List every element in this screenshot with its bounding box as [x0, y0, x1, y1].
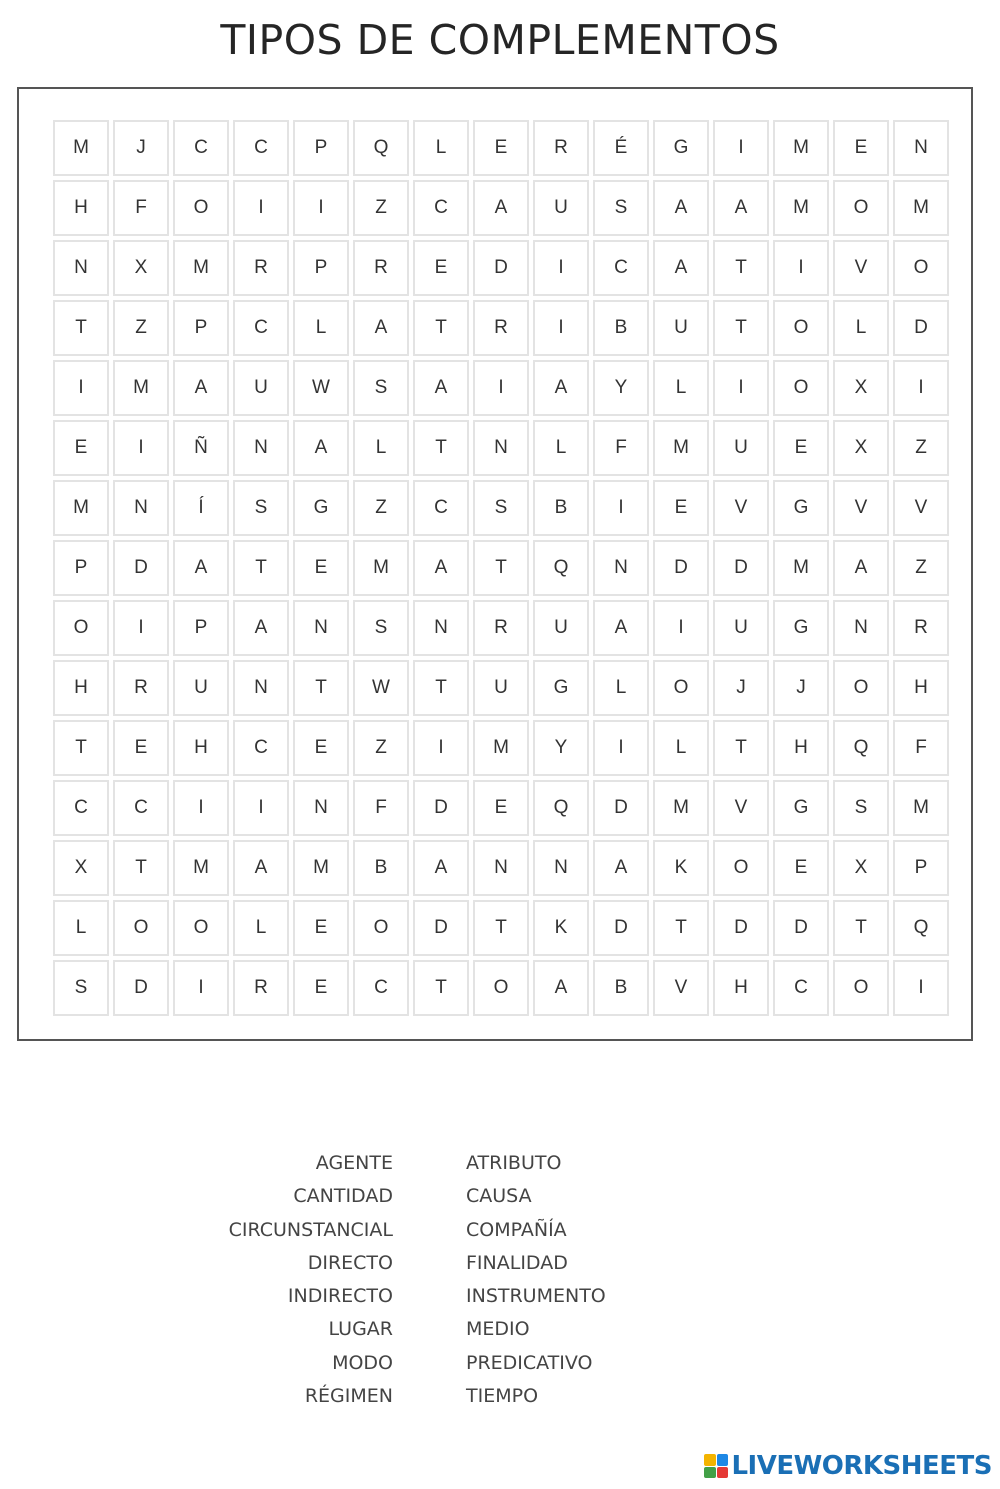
- logo-squares-icon: [704, 1454, 728, 1478]
- grid-cell[interactable]: A: [173, 360, 229, 416]
- grid-cell[interactable]: T: [53, 720, 109, 776]
- logo-text: LIVEWORKSHEETS: [731, 1451, 992, 1481]
- grid-cell[interactable]: O: [353, 900, 409, 956]
- grid-cell[interactable]: L: [833, 300, 889, 356]
- grid-cell[interactable]: D: [113, 960, 169, 1016]
- grid-cell[interactable]: D: [593, 780, 649, 836]
- grid-cell[interactable]: A: [653, 180, 709, 236]
- grid-cell[interactable]: M: [773, 180, 829, 236]
- grid-cell[interactable]: T: [473, 900, 529, 956]
- grid-cell[interactable]: E: [113, 720, 169, 776]
- grid-cell[interactable]: L: [293, 300, 349, 356]
- grid-cell[interactable]: M: [773, 120, 829, 176]
- grid-cell[interactable]: H: [53, 180, 109, 236]
- grid-cell[interactable]: M: [173, 840, 229, 896]
- grid-cell[interactable]: I: [533, 240, 589, 296]
- grid-cell[interactable]: T: [473, 540, 529, 596]
- grid-cell[interactable]: N: [113, 480, 169, 536]
- grid-cell[interactable]: D: [413, 900, 469, 956]
- grid-cell[interactable]: A: [713, 180, 769, 236]
- grid-cell[interactable]: A: [593, 600, 649, 656]
- grid-cell[interactable]: G: [653, 120, 709, 176]
- word-item: ATRIBUTO: [466, 1152, 562, 1174]
- grid-cell[interactable]: H: [53, 660, 109, 716]
- grid-cell[interactable]: O: [773, 360, 829, 416]
- grid-cell[interactable]: G: [533, 660, 589, 716]
- word-item: INSTRUMENTO: [466, 1285, 606, 1308]
- grid-cell[interactable]: E: [773, 420, 829, 476]
- grid-cell[interactable]: C: [233, 720, 289, 776]
- grid-cell[interactable]: O: [893, 240, 949, 296]
- logo-square: [704, 1467, 716, 1479]
- grid-cell[interactable]: P: [173, 600, 229, 656]
- grid-cell[interactable]: C: [233, 120, 289, 176]
- grid-cell[interactable]: N: [533, 840, 589, 896]
- grid-cell[interactable]: P: [893, 840, 949, 896]
- grid-cell[interactable]: N: [593, 540, 649, 596]
- word-item: INDIRECTO: [287, 1285, 393, 1308]
- grid-cell[interactable]: T: [113, 840, 169, 896]
- grid-cell[interactable]: O: [653, 660, 709, 716]
- grid-cell[interactable]: C: [593, 240, 649, 296]
- grid-cell[interactable]: R: [233, 960, 289, 1016]
- grid-cell[interactable]: I: [173, 780, 229, 836]
- grid-cell[interactable]: A: [413, 540, 469, 596]
- grid-cell[interactable]: I: [773, 240, 829, 296]
- grid-cell[interactable]: J: [113, 120, 169, 176]
- liveworksheets-logo: [704, 1451, 992, 1481]
- grid-cell[interactable]: M: [53, 120, 109, 176]
- grid-cell[interactable]: E: [293, 960, 349, 1016]
- grid-cell[interactable]: Z: [113, 300, 169, 356]
- word-search-board: [17, 87, 973, 1041]
- grid-cell[interactable]: A: [533, 960, 589, 1016]
- grid-cell[interactable]: I: [593, 480, 649, 536]
- grid-cell[interactable]: T: [413, 960, 469, 1016]
- logo-square: [717, 1454, 729, 1466]
- grid-cell[interactable]: O: [113, 900, 169, 956]
- grid-cell[interactable]: E: [473, 780, 529, 836]
- grid-cell[interactable]: N: [233, 660, 289, 716]
- grid-cell[interactable]: T: [713, 300, 769, 356]
- grid-cell[interactable]: Y: [533, 720, 589, 776]
- grid-cell[interactable]: G: [773, 480, 829, 536]
- word-item: TIEMPO: [466, 1385, 539, 1408]
- word-item: MEDIO: [466, 1318, 530, 1341]
- logo-square: [704, 1454, 716, 1466]
- grid-cell[interactable]: V: [713, 480, 769, 536]
- word-item: DIRECTO: [307, 1251, 393, 1274]
- grid-cell[interactable]: K: [653, 840, 709, 896]
- grid-cell[interactable]: R: [893, 600, 949, 656]
- grid-cell[interactable]: Q: [893, 900, 949, 956]
- word-item: RÉGIMEN: [304, 1385, 393, 1408]
- grid-cell[interactable]: M: [53, 480, 109, 536]
- word-list-left-column: [229, 1150, 393, 1416]
- grid-cell[interactable]: U: [473, 660, 529, 716]
- grid-cell[interactable]: N: [473, 840, 529, 896]
- grid-cell[interactable]: I: [473, 360, 529, 416]
- grid-cell[interactable]: P: [53, 540, 109, 596]
- grid-cell[interactable]: E: [293, 540, 349, 596]
- word-item: COMPAÑÍA: [466, 1218, 567, 1241]
- grid-cell[interactable]: G: [293, 480, 349, 536]
- grid-cell[interactable]: D: [413, 780, 469, 836]
- grid-cell[interactable]: N: [53, 240, 109, 296]
- grid-cell[interactable]: L: [593, 660, 649, 716]
- grid-cell[interactable]: O: [173, 180, 229, 236]
- grid-cell[interactable]: C: [53, 780, 109, 836]
- grid-cell[interactable]: U: [533, 600, 589, 656]
- grid-cell[interactable]: N: [293, 780, 349, 836]
- grid-cell[interactable]: O: [833, 960, 889, 1016]
- grid-cell[interactable]: T: [713, 720, 769, 776]
- grid-cell[interactable]: B: [593, 300, 649, 356]
- grid-cell[interactable]: L: [653, 360, 709, 416]
- grid-cell[interactable]: M: [473, 720, 529, 776]
- grid-cell[interactable]: Q: [533, 540, 589, 596]
- grid-cell[interactable]: R: [353, 240, 409, 296]
- grid-cell[interactable]: M: [773, 540, 829, 596]
- grid-cell[interactable]: F: [893, 720, 949, 776]
- grid-cell[interactable]: I: [53, 360, 109, 416]
- word-item: CAUSA: [466, 1185, 532, 1208]
- word-item: AGENTE: [315, 1152, 393, 1174]
- grid-cell[interactable]: E: [833, 120, 889, 176]
- grid-cell[interactable]: R: [533, 120, 589, 176]
- grid-cell[interactable]: U: [713, 600, 769, 656]
- word-item: PREDICATIVO: [466, 1351, 593, 1374]
- grid-cell[interactable]: H: [773, 720, 829, 776]
- grid-cell[interactable]: C: [413, 180, 469, 236]
- grid-cell[interactable]: A: [413, 360, 469, 416]
- grid-cell[interactable]: S: [353, 600, 409, 656]
- grid-cell[interactable]: F: [593, 420, 649, 476]
- grid-cell[interactable]: J: [773, 660, 829, 716]
- grid-cell[interactable]: T: [713, 240, 769, 296]
- grid-cell[interactable]: I: [173, 960, 229, 1016]
- grid-cell[interactable]: V: [653, 960, 709, 1016]
- grid-cell[interactable]: U: [233, 360, 289, 416]
- grid-cell[interactable]: T: [413, 300, 469, 356]
- grid-cell[interactable]: X: [833, 840, 889, 896]
- grid-cell[interactable]: I: [893, 960, 949, 1016]
- grid-cell[interactable]: T: [413, 660, 469, 716]
- grid-cell[interactable]: L: [53, 900, 109, 956]
- word-item: FINALIDAD: [466, 1251, 568, 1274]
- grid-cell[interactable]: A: [593, 840, 649, 896]
- grid-cell[interactable]: I: [593, 720, 649, 776]
- grid-cell[interactable]: Z: [353, 180, 409, 236]
- grid-cell[interactable]: W: [293, 360, 349, 416]
- grid-cell[interactable]: P: [293, 240, 349, 296]
- grid-cell[interactable]: T: [293, 660, 349, 716]
- grid-cell[interactable]: O: [53, 600, 109, 656]
- grid-cell[interactable]: O: [173, 900, 229, 956]
- grid-cell[interactable]: E: [653, 480, 709, 536]
- grid-cell[interactable]: Q: [833, 720, 889, 776]
- grid-cell[interactable]: F: [113, 180, 169, 236]
- grid-cell[interactable]: B: [593, 960, 649, 1016]
- grid-cell[interactable]: A: [233, 840, 289, 896]
- grid-cell[interactable]: R: [473, 600, 529, 656]
- grid-cell[interactable]: T: [413, 420, 469, 476]
- grid-cell[interactable]: I: [533, 300, 589, 356]
- grid-cell[interactable]: D: [473, 240, 529, 296]
- grid-cell[interactable]: D: [773, 900, 829, 956]
- grid-cell[interactable]: Ñ: [173, 420, 229, 476]
- grid-cell[interactable]: L: [653, 720, 709, 776]
- grid-cell[interactable]: U: [653, 300, 709, 356]
- grid-cell[interactable]: C: [113, 780, 169, 836]
- grid-cell[interactable]: U: [173, 660, 229, 716]
- grid-cell[interactable]: V: [833, 240, 889, 296]
- grid-cell[interactable]: N: [473, 420, 529, 476]
- grid-cell[interactable]: O: [833, 180, 889, 236]
- grid-cell[interactable]: I: [713, 120, 769, 176]
- grid-cell[interactable]: M: [293, 840, 349, 896]
- grid-cell[interactable]: C: [773, 960, 829, 1016]
- grid-cell[interactable]: G: [773, 780, 829, 836]
- grid-cell[interactable]: N: [293, 600, 349, 656]
- grid-cell[interactable]: G: [773, 600, 829, 656]
- grid-cell[interactable]: H: [173, 720, 229, 776]
- grid-cell[interactable]: E: [53, 420, 109, 476]
- grid-cell[interactable]: I: [893, 360, 949, 416]
- grid-cell[interactable]: O: [773, 300, 829, 356]
- grid-cell[interactable]: I: [113, 600, 169, 656]
- grid-cell[interactable]: A: [173, 540, 229, 596]
- grid-cell[interactable]: R: [233, 240, 289, 296]
- grid-cell[interactable]: N: [833, 600, 889, 656]
- grid-cell[interactable]: I: [653, 600, 709, 656]
- grid-cell[interactable]: V: [833, 480, 889, 536]
- grid-cell[interactable]: Y: [593, 360, 649, 416]
- grid-cell[interactable]: B: [353, 840, 409, 896]
- grid-cell[interactable]: I: [713, 360, 769, 416]
- word-list-right-column: [466, 1150, 606, 1416]
- grid-cell[interactable]: D: [713, 540, 769, 596]
- grid-cell[interactable]: A: [473, 180, 529, 236]
- grid-cell[interactable]: O: [833, 660, 889, 716]
- grid-cell[interactable]: N: [413, 600, 469, 656]
- grid-cell[interactable]: Z: [353, 480, 409, 536]
- grid-cell[interactable]: E: [773, 840, 829, 896]
- grid-cell[interactable]: J: [713, 660, 769, 716]
- grid-cell[interactable]: X: [833, 360, 889, 416]
- grid-cell[interactable]: M: [893, 780, 949, 836]
- grid-cell[interactable]: M: [353, 540, 409, 596]
- grid-cell[interactable]: H: [893, 660, 949, 716]
- word-item: MODO: [332, 1351, 393, 1374]
- grid-cell[interactable]: A: [533, 360, 589, 416]
- grid-cell[interactable]: M: [653, 780, 709, 836]
- grid-cell[interactable]: X: [53, 840, 109, 896]
- grid-cell[interactable]: D: [713, 900, 769, 956]
- grid-cell[interactable]: T: [653, 900, 709, 956]
- grid-cell[interactable]: A: [653, 240, 709, 296]
- grid-cell[interactable]: Z: [893, 420, 949, 476]
- grid-cell[interactable]: I: [233, 180, 289, 236]
- grid-cell[interactable]: S: [53, 960, 109, 1016]
- grid-cell[interactable]: U: [713, 420, 769, 476]
- word-item: LUGAR: [328, 1318, 393, 1341]
- grid-cell[interactable]: N: [893, 120, 949, 176]
- grid-cell[interactable]: A: [413, 840, 469, 896]
- grid-cell[interactable]: D: [653, 540, 709, 596]
- grid-cell[interactable]: E: [293, 900, 349, 956]
- grid-cell[interactable]: A: [293, 420, 349, 476]
- grid-cell[interactable]: R: [473, 300, 529, 356]
- grid-cell[interactable]: C: [233, 300, 289, 356]
- grid-cell[interactable]: S: [353, 360, 409, 416]
- grid-cell[interactable]: V: [893, 480, 949, 536]
- grid-cell[interactable]: I: [413, 720, 469, 776]
- grid-cell[interactable]: L: [353, 420, 409, 476]
- grid-cell[interactable]: B: [533, 480, 589, 536]
- grid-cell[interactable]: Q: [353, 120, 409, 176]
- grid-cell[interactable]: Z: [893, 540, 949, 596]
- grid-cell[interactable]: K: [533, 900, 589, 956]
- grid-cell[interactable]: Í: [173, 480, 229, 536]
- grid-cell[interactable]: X: [113, 240, 169, 296]
- word-item: CIRCUNSTANCIAL: [228, 1218, 393, 1241]
- letter-grid: [53, 120, 949, 1016]
- grid-cell[interactable]: Z: [353, 720, 409, 776]
- grid-cell[interactable]: N: [233, 420, 289, 476]
- grid-cell[interactable]: I: [113, 420, 169, 476]
- grid-cell[interactable]: E: [293, 720, 349, 776]
- logo-square: [717, 1467, 729, 1479]
- grid-cell[interactable]: D: [113, 540, 169, 596]
- grid-cell[interactable]: S: [233, 480, 289, 536]
- grid-cell[interactable]: E: [413, 240, 469, 296]
- grid-cell[interactable]: W: [353, 660, 409, 716]
- grid-cell[interactable]: L: [413, 120, 469, 176]
- grid-cell[interactable]: D: [593, 900, 649, 956]
- grid-cell[interactable]: A: [353, 300, 409, 356]
- grid-cell[interactable]: C: [173, 120, 229, 176]
- grid-cell[interactable]: L: [233, 900, 289, 956]
- grid-cell[interactable]: D: [893, 300, 949, 356]
- grid-cell[interactable]: R: [113, 660, 169, 716]
- grid-cell[interactable]: V: [713, 780, 769, 836]
- grid-cell[interactable]: S: [833, 780, 889, 836]
- grid-cell[interactable]: O: [473, 960, 529, 1016]
- grid-cell[interactable]: A: [833, 540, 889, 596]
- worksheet-title: TIPOS DE COMPLEMENTOS: [220, 16, 780, 64]
- grid-cell[interactable]: É: [593, 120, 649, 176]
- grid-cell[interactable]: T: [833, 900, 889, 956]
- grid-cell[interactable]: S: [593, 180, 649, 236]
- grid-cell[interactable]: X: [833, 420, 889, 476]
- grid-cell[interactable]: T: [53, 300, 109, 356]
- grid-cell[interactable]: M: [173, 240, 229, 296]
- grid-cell[interactable]: M: [893, 180, 949, 236]
- grid-cell[interactable]: C: [353, 960, 409, 1016]
- grid-cell[interactable]: T: [233, 540, 289, 596]
- grid-cell[interactable]: F: [353, 780, 409, 836]
- grid-cell[interactable]: Q: [533, 780, 589, 836]
- grid-cell[interactable]: L: [533, 420, 589, 476]
- grid-cell[interactable]: M: [653, 420, 709, 476]
- grid-cell[interactable]: A: [233, 600, 289, 656]
- grid-cell[interactable]: P: [173, 300, 229, 356]
- grid-cell[interactable]: I: [293, 180, 349, 236]
- grid-cell[interactable]: M: [113, 360, 169, 416]
- grid-cell[interactable]: I: [233, 780, 289, 836]
- grid-cell[interactable]: O: [713, 840, 769, 896]
- grid-cell[interactable]: C: [413, 480, 469, 536]
- grid-cell[interactable]: U: [533, 180, 589, 236]
- grid-cell[interactable]: P: [293, 120, 349, 176]
- grid-cell[interactable]: H: [713, 960, 769, 1016]
- word-item: CANTIDAD: [293, 1185, 393, 1208]
- grid-cell[interactable]: E: [473, 120, 529, 176]
- grid-cell[interactable]: S: [473, 480, 529, 536]
